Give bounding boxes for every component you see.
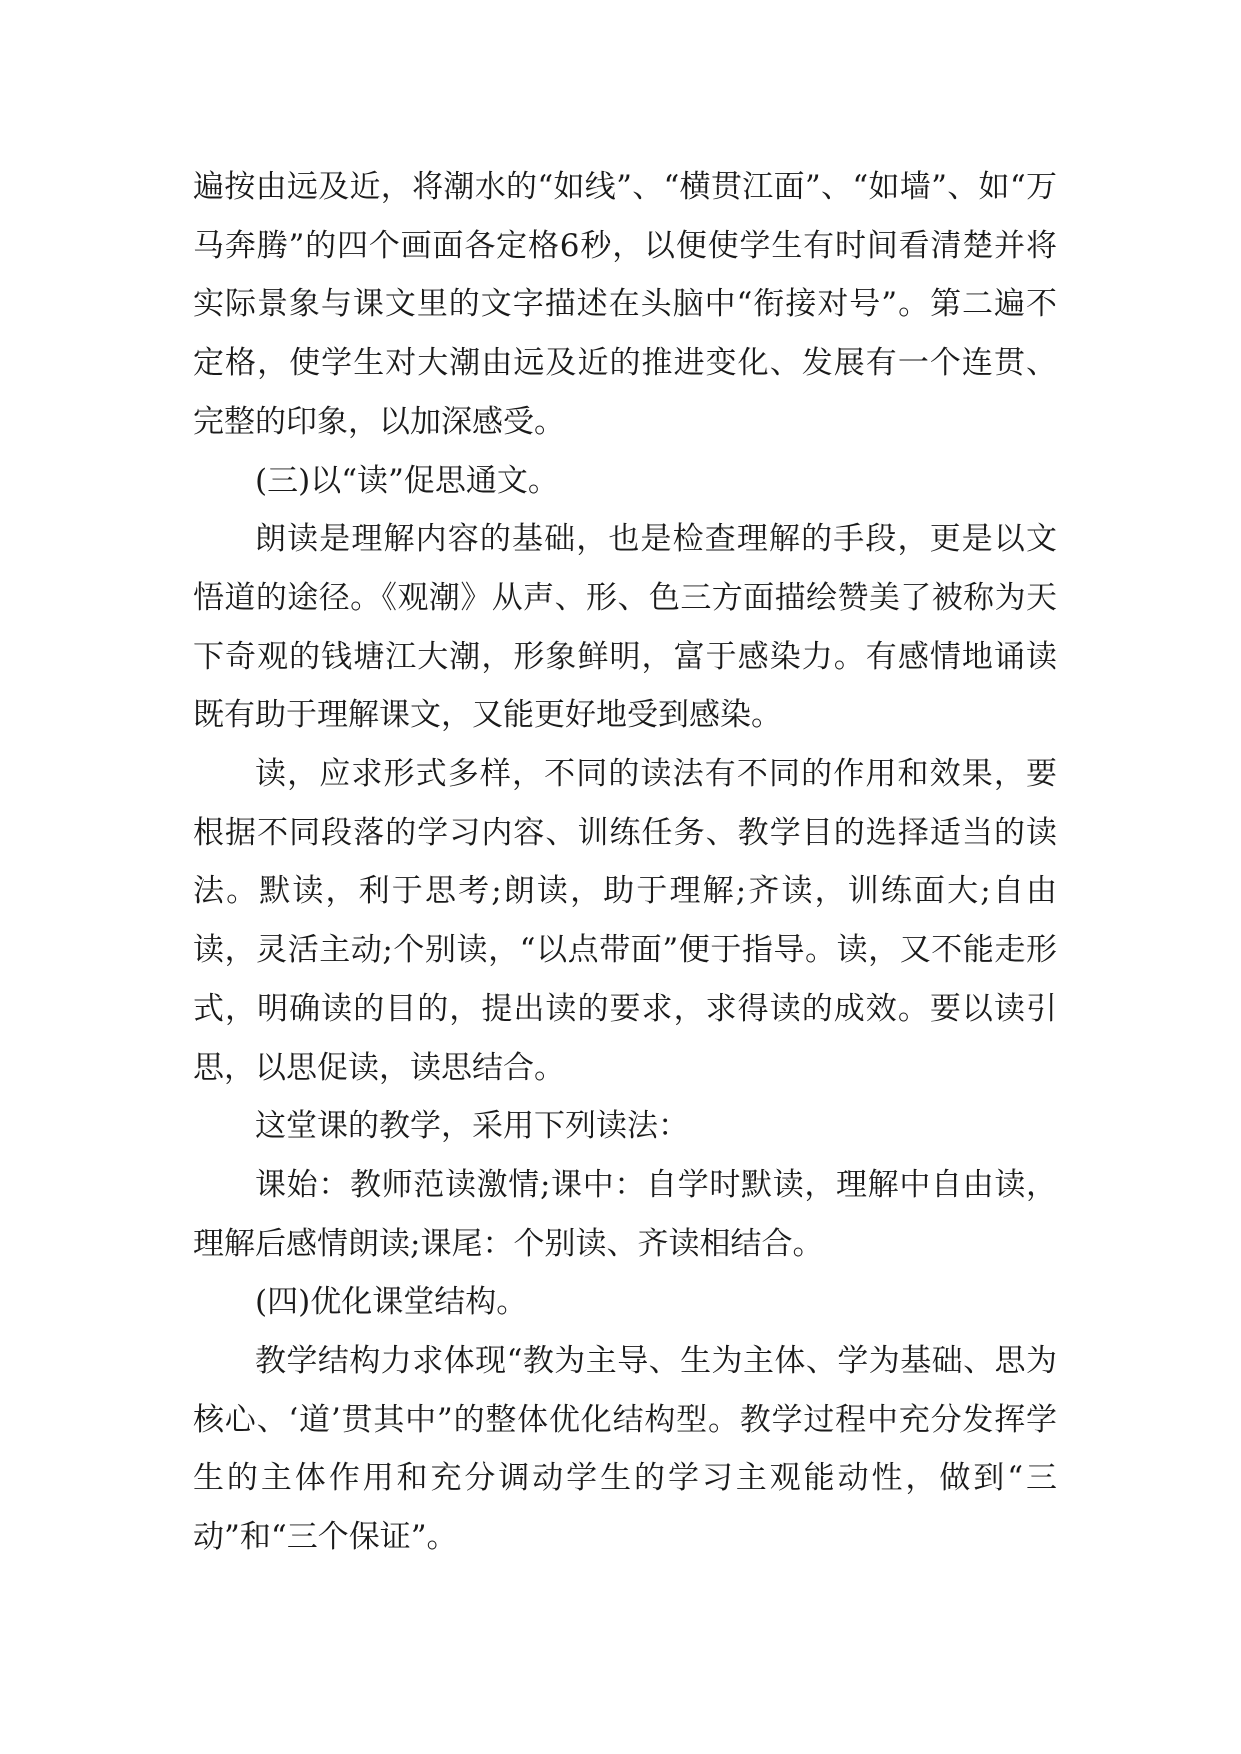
heading-section-4: (四)优化课堂结构。 xyxy=(255,1284,528,1321)
paragraph-8: 教学结构力求体现“教为主导、生为主体、学为基础、思为核心、‘道’贯其中”的整体优化结构型。教学过程中充分发挥学生的主体作用和充分调动学生的学习主观能动性，做到“三动”和“三个保证”。 xyxy=(193,1343,1057,1556)
heading-section-3: (三)以“读”促思通文。 xyxy=(255,462,559,499)
paragraph-1: 遍按由远及近，将潮水的“如线”、“横贯江面”、“如墙”、如“万马奔腾”的四个画面各定格6秒，以便使学生有时间看清楚并将实际景象与课文里的文字描述在头脑中“衔接对号”。第二遍不定格，使学生对大潮由远及近的推进变化、发展有一个连贯、完整的印象，以加深感受。 xyxy=(193,169,1057,440)
document-body xyxy=(193,158,1057,1567)
paragraph-4: 读，应求形式多样，不同的读法有不同的作用和效果，要根据不同段落的学习内容、训练任务、教学目的选择适当的读法。默读，利于思考;朗读，助于理解;齐读，训练面大;自由读，灵活主动;个别读，“以点带面”便于指导。读，又不能走形式，明确读的目的，提出读的要求，求得读的成效。要以读引思，以思促读，读思结合。 xyxy=(193,756,1057,1086)
paragraph-3: 朗读是理解内容的基础，也是检查理解的手段，更是以文悟道的途径。《观潮》从声、形、色三方面描绘赞美了被称为天下奇观的钱塘江大潮，形象鲜明，富于感染力。有感情地诵读既有助于理解课文，又能更好地受到感染。 xyxy=(193,521,1057,734)
paragraph-6: 课始：教师范读激情;课中：自学时默读，理解中自由读，理解后感情朗读;课尾：个别读、齐读相结合。 xyxy=(193,1166,1057,1262)
paragraph-5: 这堂课的教学，采用下列读法： xyxy=(255,1108,689,1145)
